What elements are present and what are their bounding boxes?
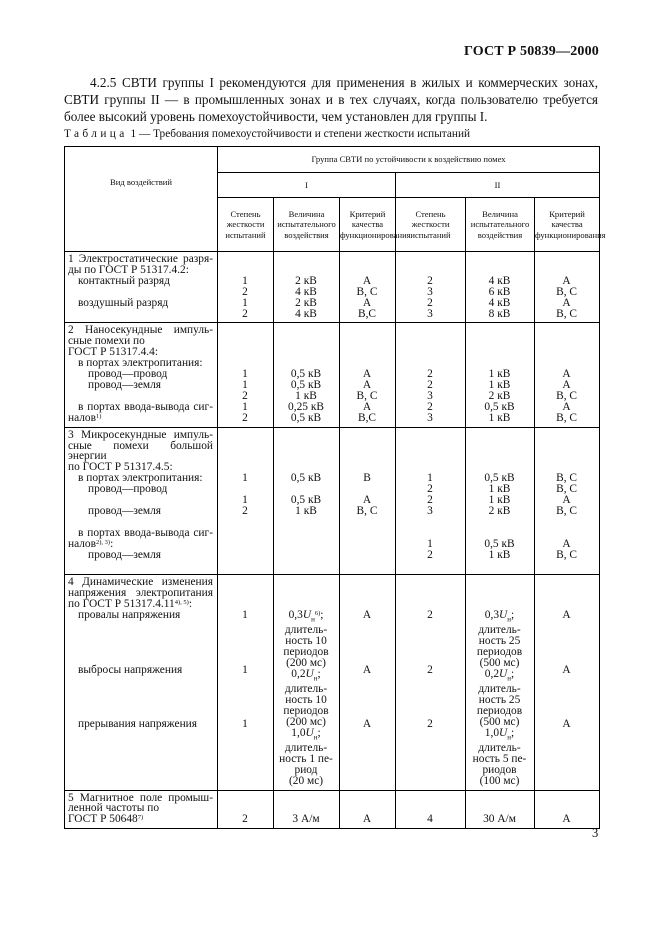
cell-value: 1 xyxy=(242,400,248,413)
col-header-impact-type: Вид воздействий xyxy=(65,147,218,252)
cell-value: 2 xyxy=(427,274,433,287)
impact-label-line xyxy=(68,309,213,320)
cell-value: 0,5 кВ xyxy=(290,472,322,485)
cell-value: 1 xyxy=(242,296,248,309)
cell-value: периодов xyxy=(476,704,523,717)
impact-type-cell xyxy=(65,252,218,323)
cell-value: 3 xyxy=(427,411,433,424)
cell-value: $1,0U_н$; xyxy=(291,726,321,741)
cell-value: А xyxy=(562,813,571,826)
table-caption-text: — Требования помехоустойчивости и степени жесткости испытаний xyxy=(138,128,471,140)
cell-value: А xyxy=(362,400,372,413)
cell-value: А xyxy=(562,494,571,507)
cell-value: А xyxy=(562,378,571,391)
impact-label-line: сные помехи по xyxy=(68,335,145,348)
cell-value: А xyxy=(562,718,571,731)
impact-label-line xyxy=(68,730,213,741)
impact-label-line xyxy=(68,686,213,697)
cell-value: 2 xyxy=(242,307,248,320)
cell-value xyxy=(399,654,461,665)
cell-severity-2 xyxy=(396,427,466,575)
cell-value: В, С xyxy=(556,548,577,561)
cell-value: 1 кВ xyxy=(488,378,511,391)
cell-criterion-2 xyxy=(535,575,600,790)
impact-type-cell xyxy=(65,427,218,575)
cell-criterion-2 xyxy=(535,252,600,323)
impact-label-line: провод—земля xyxy=(88,504,162,517)
cell-value: А xyxy=(362,813,372,826)
impact-label-line: налов$^{2), 3)}$: xyxy=(68,537,114,550)
page-number: 3 xyxy=(592,826,599,840)
cell-value: 0,5 кВ xyxy=(290,494,322,507)
cell-value xyxy=(277,430,335,441)
cell-value: 1 кВ xyxy=(488,368,511,381)
cell-value: В,С xyxy=(357,411,377,424)
impact-label-line xyxy=(68,763,213,774)
cell-test-level-2 xyxy=(466,790,535,829)
cell-value: 3 xyxy=(427,504,433,517)
impact-label-line: провод—земля xyxy=(88,378,162,391)
cell-value: (200 мс) xyxy=(286,715,326,728)
cell-value: 2 xyxy=(427,548,433,561)
impact-label-line: выбросы напряжения xyxy=(78,663,183,676)
cell-value: ность 25 xyxy=(478,635,521,648)
cell-value: А xyxy=(362,663,372,676)
impact-label-line: налов$^{1)}$ xyxy=(68,411,102,424)
cell-value: 1 xyxy=(242,274,248,287)
col-header-severity-2: Степень жесткости испытаний xyxy=(396,198,466,252)
cell-value: В, С xyxy=(556,307,577,320)
impact-label-line xyxy=(68,643,213,654)
cell-value: В, С xyxy=(556,411,577,424)
cell-value: периодов xyxy=(283,646,329,659)
cell-criterion-1 xyxy=(340,323,396,427)
cell-value: В, С xyxy=(356,504,378,517)
cell-value: периодов xyxy=(476,646,523,659)
cell-value xyxy=(469,430,530,441)
cell-value: 3 xyxy=(427,307,433,320)
impact-type-cell xyxy=(65,575,218,790)
cell-test-level-2 xyxy=(466,252,535,323)
impact-label-line: провалы напряжения xyxy=(78,609,181,622)
cell-value: 1 xyxy=(242,609,248,622)
impact-label-line: в портах ввода-вывода сиг- xyxy=(78,400,213,413)
cell-value: 2 xyxy=(242,813,248,826)
table-caption-number: 1 xyxy=(130,128,137,140)
impact-label-line: в портах ввода-вывода сиг- xyxy=(78,526,213,539)
cell-value: В, С xyxy=(556,472,577,485)
cell-value xyxy=(221,430,269,441)
cell-value: $0,3U_н$; xyxy=(484,609,515,624)
col-header-severity-1: Степень жесткости испытаний xyxy=(218,198,274,252)
cell-value: $0,2U_н$; xyxy=(484,667,515,683)
cell-value xyxy=(399,763,461,774)
impact-label-line: по ГОСТ Р 51317.4.5: xyxy=(68,461,173,474)
cell-severity-1 xyxy=(218,790,274,829)
table-caption xyxy=(64,128,470,140)
cell-criterion-1 xyxy=(340,252,396,323)
cell-severity-1 xyxy=(218,323,274,427)
cell-value: 2 xyxy=(242,389,248,402)
cell-value: 0,5 кВ xyxy=(484,472,515,485)
impact-label-line xyxy=(68,632,213,643)
cell-value: А xyxy=(562,609,571,622)
table-row xyxy=(65,790,600,829)
col-header-group-title: Группа СВТИ по устойчивости к воздействию помех xyxy=(218,147,600,173)
impact-label-line: ленной частоты по xyxy=(68,802,160,815)
cell-value: А xyxy=(562,368,571,381)
cell-value: 2 кВ xyxy=(295,296,317,309)
cell-severity-1 xyxy=(218,252,274,323)
impact-label-line: 1 Электростатические разря- xyxy=(68,253,213,265)
cell-value: 8 кВ xyxy=(488,307,511,320)
impact-label-line: в портах электропитания: xyxy=(78,357,203,370)
cell-value: А xyxy=(562,400,571,413)
table-caption-prefix: Таблица xyxy=(64,128,128,140)
cell-value: 1 xyxy=(427,472,433,485)
cell-test-level-2 xyxy=(466,427,535,575)
cell-value: В, С xyxy=(556,504,577,517)
cell-criterion-1 xyxy=(340,427,396,575)
col-header-test-level-1: Величина испытательного воздействия xyxy=(274,198,340,252)
table-row xyxy=(65,427,600,575)
cell-value xyxy=(538,654,595,665)
cell-value xyxy=(343,430,391,441)
impact-label-line: в портах электропитания: xyxy=(78,472,203,485)
impact-label-line: провод—земля xyxy=(88,548,162,561)
impact-label-line: ГОСТ Р 50648$^{7)}$ xyxy=(68,813,144,826)
cell-value: 1 xyxy=(242,663,248,676)
cell-value: А xyxy=(562,296,571,309)
impact-label-line: сные помехи большой энергии xyxy=(68,439,213,463)
cell-value: 4 кВ xyxy=(295,307,317,320)
cell-value: А xyxy=(562,663,571,676)
impact-label-line xyxy=(68,676,213,687)
cell-criterion-2 xyxy=(535,790,600,829)
table-row xyxy=(65,323,600,427)
cell-value: длитель- xyxy=(284,683,328,696)
cell-value: 3 А/м xyxy=(292,813,320,826)
impact-label-line: 4 Динамические изменения xyxy=(68,576,213,589)
cell-value: А xyxy=(362,494,372,507)
cell-value: 30 А/м xyxy=(483,813,516,826)
impact-label-line: контактный разряд xyxy=(78,274,170,287)
col-header-criterion-1: Критерий качества функционирования xyxy=(340,198,396,252)
cell-value: (500 мс) xyxy=(479,657,520,669)
cell-value: В, С xyxy=(556,389,577,402)
cell-value: А xyxy=(362,609,372,622)
cell-value: ность 10 xyxy=(285,635,327,648)
cell-value: А xyxy=(362,296,372,309)
cell-value xyxy=(221,654,269,665)
cell-value xyxy=(221,539,269,550)
impact-label-line xyxy=(68,752,213,763)
clause-4-2-5: 4.2.5 СВТИ группы I рекомендуются для применения в жилых и коммерческих зонах, СВТИ группы II — в промышленных зонах и в тех случаях, когда пользователю требуется более высокий уровень помехоустойчивости, чем установлен для группы I. xyxy=(64,75,598,124)
cell-value: 0,25 кВ xyxy=(288,400,324,413)
cell-value: (20 мс) xyxy=(288,774,324,787)
cell-value: 4 кВ xyxy=(295,285,317,298)
cell-value xyxy=(343,550,391,561)
cell-value: 2 кВ xyxy=(295,274,317,287)
cell-value xyxy=(343,539,391,550)
cell-value: длитель- xyxy=(478,683,521,696)
cell-test-level-1 xyxy=(274,790,340,829)
cell-value: ность 25 xyxy=(478,694,521,706)
cell-value: $0,3U_н^{6)}$; xyxy=(288,609,324,624)
cell-value: риод xyxy=(294,763,318,776)
cell-severity-2 xyxy=(396,575,466,790)
cell-value xyxy=(399,430,461,441)
cell-value: периодов xyxy=(283,704,329,717)
cell-value: А xyxy=(362,274,372,287)
cell-value: 2 xyxy=(427,296,433,309)
cell-value xyxy=(343,654,391,665)
cell-value: 1 кВ xyxy=(488,411,511,424)
cell-test-level-1 xyxy=(274,323,340,427)
table-row xyxy=(65,252,600,323)
cell-test-level-2 xyxy=(466,323,535,427)
cell-value xyxy=(538,430,595,441)
cell-value: 3 xyxy=(427,389,433,402)
impact-label-line xyxy=(68,621,213,632)
impact-label-line: ды по ГОСТ Р 51317.4.2: xyxy=(68,263,189,276)
cell-value xyxy=(343,763,391,774)
cell-test-level-1 xyxy=(274,252,340,323)
cell-value: 1 xyxy=(242,494,248,507)
cell-value: 2 xyxy=(427,494,433,507)
cell-value: (500 мс) xyxy=(479,715,520,728)
cell-value: 2 xyxy=(427,609,433,622)
cell-value: 0,5 кВ xyxy=(290,411,322,424)
cell-severity-1 xyxy=(218,427,274,575)
cell-value: 2 xyxy=(242,285,248,298)
cell-value: А xyxy=(562,537,571,550)
cell-value: ность 10 xyxy=(285,694,327,706)
impact-label-line: провод—провод xyxy=(88,368,168,381)
cell-value: 1 кВ xyxy=(295,504,317,517)
col-header-test-level-2: Величина испытательного воздействия xyxy=(466,198,535,252)
cell-value: 0,5 кВ xyxy=(290,368,322,381)
cell-criterion-2 xyxy=(535,427,600,575)
cell-value: 2 xyxy=(427,718,433,731)
cell-value: А xyxy=(562,274,571,287)
cell-value: 1 xyxy=(242,718,248,731)
cell-value: длитель- xyxy=(478,741,521,754)
cell-value: В, С xyxy=(556,483,577,496)
cell-value: 2 xyxy=(242,411,248,424)
cell-value: В, С xyxy=(356,389,378,402)
impact-type-cell xyxy=(65,790,218,829)
cell-value xyxy=(221,550,269,561)
cell-criterion-1 xyxy=(340,790,396,829)
cell-value: 1 xyxy=(427,537,433,550)
cell-value: ность 1 пе- xyxy=(279,752,333,765)
cell-value: 2 xyxy=(427,663,433,676)
col-header-group-2: II xyxy=(396,173,600,198)
cell-value: 2 xyxy=(427,483,433,496)
cell-value: 2 xyxy=(427,368,433,381)
cell-value: длитель- xyxy=(284,624,328,637)
impact-label-line: 5 Магнитное поле промыш- xyxy=(68,791,213,804)
table-row xyxy=(65,575,600,790)
impact-label-line: воздушный разряд xyxy=(78,296,169,309)
cell-value: 2 xyxy=(242,504,248,517)
cell-value: А xyxy=(362,718,372,731)
cell-value: 4 xyxy=(427,813,433,826)
cell-value xyxy=(277,539,335,550)
impact-label-line: 2 Наносекундные импуль- xyxy=(68,324,213,337)
cell-value xyxy=(221,763,269,774)
cell-value: (100 мс) xyxy=(479,774,520,787)
cell-value xyxy=(538,763,595,774)
impact-label-line xyxy=(68,560,213,571)
cell-test-level-2 xyxy=(466,575,535,790)
impact-label-line xyxy=(68,697,213,708)
cell-value: 1 кВ xyxy=(488,483,511,496)
cell-value: ность 5 пе- xyxy=(472,752,527,765)
cell-value: 0,5 кВ xyxy=(484,400,515,413)
impact-label-line: прерывания напряжения xyxy=(78,718,197,731)
cell-criterion-2 xyxy=(535,323,600,427)
cell-value: 1 xyxy=(242,368,248,381)
cell-test-level-1 xyxy=(274,427,340,575)
cell-value: В, С xyxy=(356,285,378,298)
impact-label-line: 3 Микросекундные импуль- xyxy=(68,428,213,441)
cell-severity-2 xyxy=(396,790,466,829)
cell-value: 3 xyxy=(427,285,433,298)
cell-value: 1 кВ xyxy=(488,548,511,561)
cell-value: В, С xyxy=(556,285,577,298)
cell-value: длитель- xyxy=(478,624,521,637)
cell-value: В,С xyxy=(357,307,377,320)
cell-value: 2 xyxy=(427,378,433,391)
cell-value: 2 кВ xyxy=(488,389,511,402)
cell-value: $0,2U_н$; xyxy=(291,667,321,683)
cell-value: 0,5 кВ xyxy=(484,537,515,550)
cell-value: В xyxy=(363,472,371,485)
cell-value: 2 кВ xyxy=(488,504,511,517)
col-header-criterion-2: Критерий качества функционирования xyxy=(535,198,600,252)
cell-severity-2 xyxy=(396,323,466,427)
cell-value: 2 xyxy=(427,400,433,413)
requirements-table xyxy=(64,146,606,829)
cell-value: А xyxy=(362,378,372,391)
cell-value: длитель- xyxy=(284,741,328,754)
cell-value xyxy=(277,550,335,561)
cell-value: 1 кВ xyxy=(295,389,317,402)
impact-label-line: напряжения электропитания xyxy=(68,587,213,600)
cell-value: 1 кВ xyxy=(488,494,511,507)
cell-value: 6 кВ xyxy=(488,285,511,298)
cell-value: (200 мс) xyxy=(286,657,326,669)
cell-value: $1,0U_н$; xyxy=(484,726,515,741)
col-header-group-1: I xyxy=(218,173,396,198)
cell-value: А xyxy=(362,368,372,381)
cell-value: 1 xyxy=(242,378,248,391)
cell-value: 0,5 кВ xyxy=(290,378,322,391)
cell-value: риодов xyxy=(482,763,517,776)
document-number: ГОСТ Р 50839—2000 xyxy=(463,44,599,59)
impact-label-line: по ГОСТ Р $51317.4.11^{4), 5)}$: xyxy=(68,598,192,611)
impact-label-line: ГОСТ Р 51317.4.4: xyxy=(68,346,158,359)
cell-severity-2 xyxy=(396,252,466,323)
cell-criterion-1 xyxy=(340,575,396,790)
cell-value: 1 xyxy=(242,472,248,485)
impact-label-line: провод—провод xyxy=(88,483,168,496)
cell-test-level-1 xyxy=(274,575,340,790)
cell-value: 4 кВ xyxy=(488,296,511,309)
cell-severity-1 xyxy=(218,575,274,790)
impact-type-cell xyxy=(65,323,218,427)
cell-value: 4 кВ xyxy=(488,274,511,287)
impact-label-line xyxy=(68,741,213,752)
